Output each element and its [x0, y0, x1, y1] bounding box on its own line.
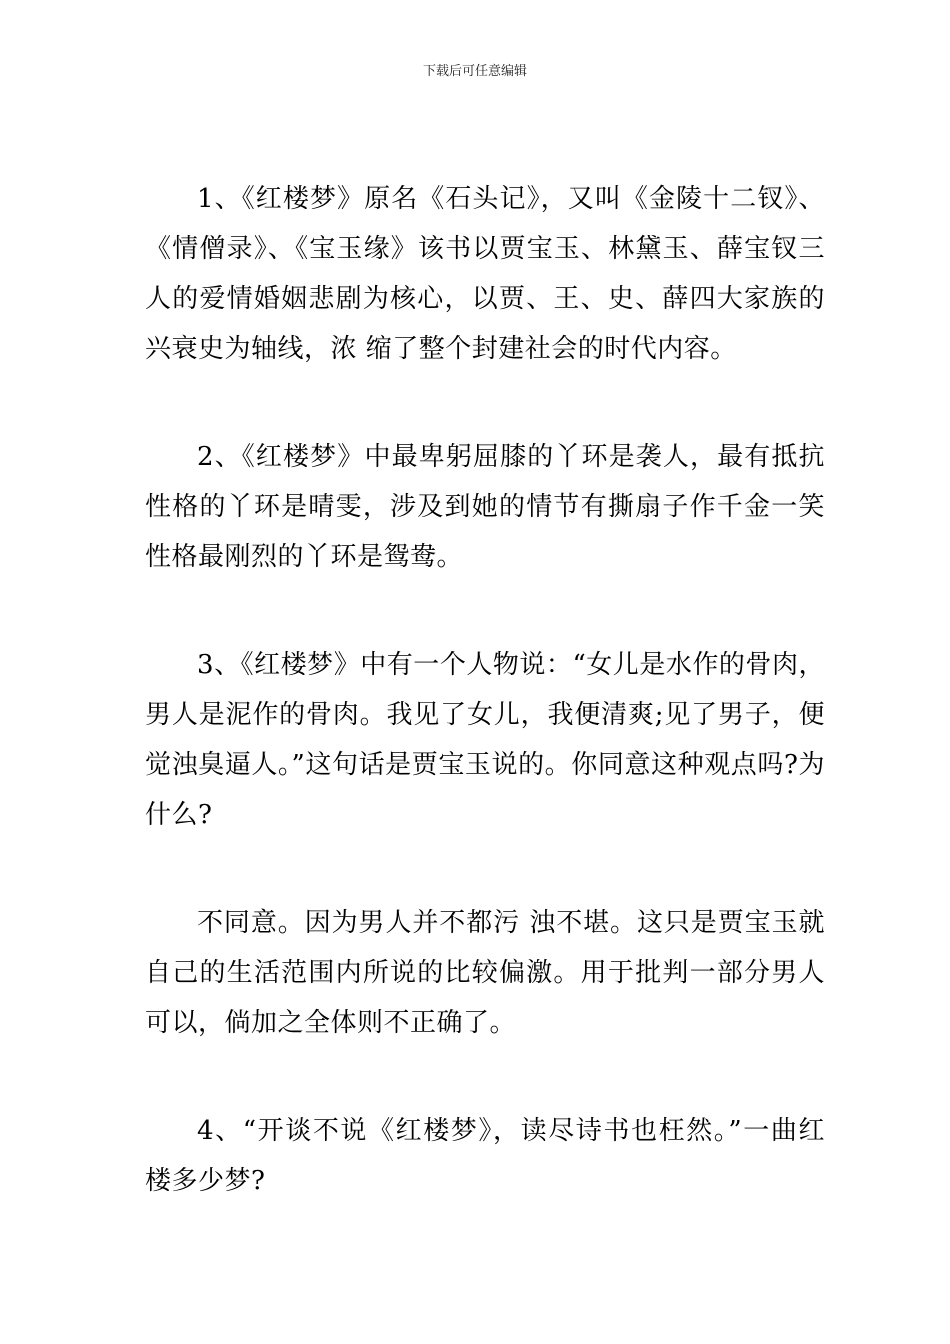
document-body: [145, 174, 825, 1264]
paragraph-answer: 不同意。因为男人并不都污 浊不堪。这只是贾宝玉就自己的生活范围内所说的比较偏激。用于批判一部分男人可以，倘加之全体则不正确了。: [145, 908, 825, 1038]
paragraph-3: 3、《红楼梦》中有一个人物说：“女儿是水作的骨肉，男人是泥作的骨肉。我见了女儿，我便清爽;见了男子，便觉浊臭逼人。”这句话是贾宝玉说的。你同意这种观点吗?为什么?: [145, 650, 825, 830]
paragraph-4: 4、“开谈不说《红楼梦》，读尽诗书也枉然。”一曲红楼多少梦?: [145, 1116, 825, 1196]
paragraph-1: 1、《红楼梦》原名《石头记》，又叫《金陵十二钗》、《情僧录》、《宝玉缘》该书以贾宝玉、林黛玉、薛宝钗三人的爱情婚姻悲剧为核心，以贾、王、史、薛四大家族的兴衰史为轴线，浓 缩了整个封建社会的时代内容。: [145, 184, 825, 364]
paragraph-2: 2、《红楼梦》中最卑躬屈膝的丫环是袭人，最有抵抗性格的丫环是晴雯，涉及到她的情节有撕扇子作千金一笑性格最刚烈的丫环是鸳鸯。: [145, 442, 825, 572]
page-header: 下载后可任意编辑: [422, 64, 527, 79]
